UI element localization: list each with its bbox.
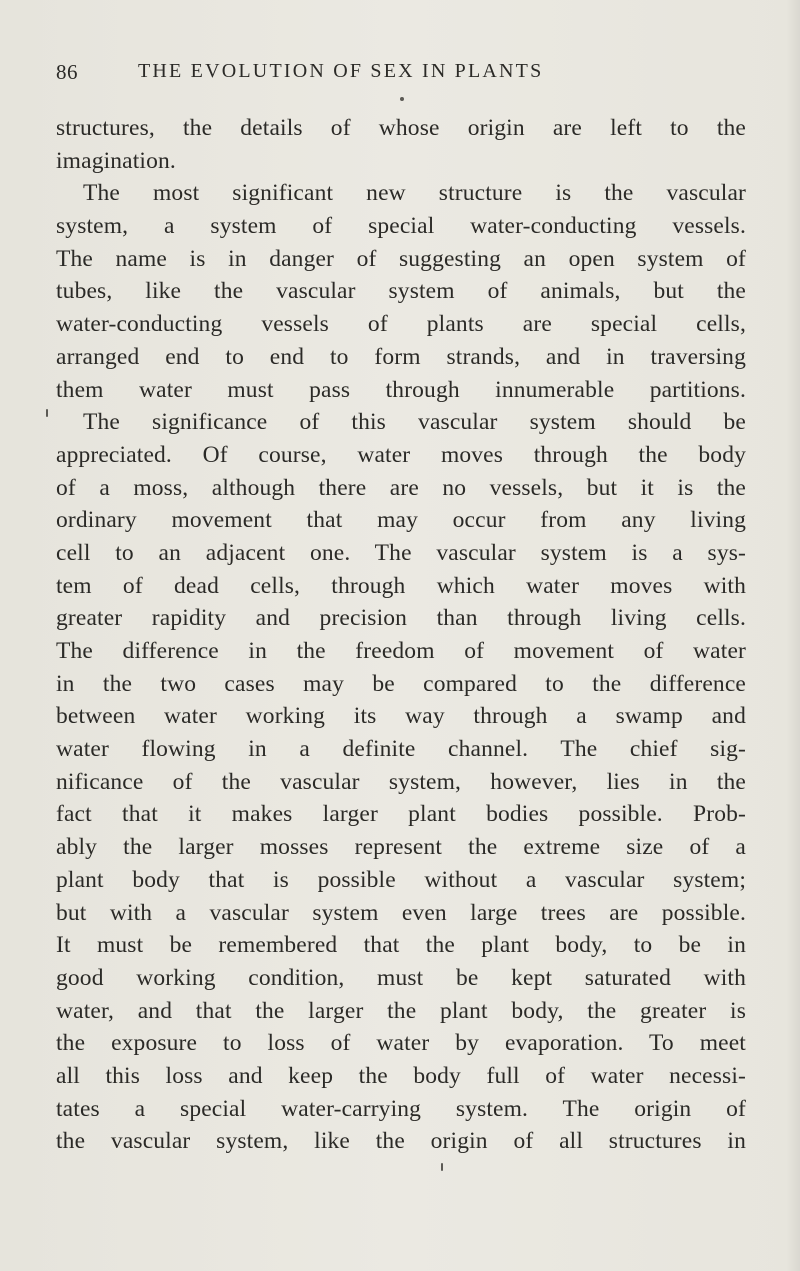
text-line: good working condition, must be kept saturated with [56,964,746,991]
text-line: water flowing in a definite channel. The chief sig- [56,736,746,763]
text-line: nificance of the vascular system, however, lies in the [56,768,746,795]
text-line: between water working its way through a swamp and [56,703,746,730]
text-line: ably the larger mosses represent the extreme size of a [56,834,746,861]
text-line: water-conducting vessels of plants are special cells, [56,311,746,338]
text-line: all this loss and keep the body full of water necessi- [56,1062,746,1089]
text-line: structures, the details of whose origin are left to the [56,115,746,141]
text-line: arranged end to end to form strands, and in traversing [56,343,746,370]
text-line: ordinary movement that may occur from any living [56,507,746,534]
text-line: tubes, like the vascular system of animals, but the [56,278,746,305]
text-line: plant body that is possible without a vascular system; [56,866,746,893]
running-title: THE EVOLUTION OF SEX IN PLANTS [138,60,544,82]
text-line: water, and that the larger the plant body, the greater is [56,997,746,1024]
page-number: 86 [56,60,78,84]
page-edge-shadow [786,0,800,1271]
text-line: in the two cases may be compared to the difference [56,670,746,697]
text-line: tem of dead cells, through which water moves with [56,572,746,599]
text-line: tates a special water-carrying system. The origin of [56,1095,746,1122]
text-line: The most significant new structure is the vascular [83,180,746,207]
print-speck [441,1163,443,1171]
running-head [56,60,744,90]
text-line: It must be remembered that the plant body, to be in [56,932,746,959]
text-line: cell to an adjacent one. The vascular system is a sys- [56,539,746,566]
text-line: them water must pass through innumerable partitions. [56,376,746,403]
text-line: greater rapidity and precision than through living cells. [56,605,746,632]
text-line: the exposure to loss of water by evaporation. To meet [56,1030,746,1057]
body-text [56,112,746,1158]
text-line: system, a system of special water-conducting vessels. [56,213,746,240]
print-speck [400,97,404,101]
print-speck [46,409,48,417]
text-line: The significance of this vascular system should be [83,409,746,436]
text-line: appreciated. Of course, water moves through the body [56,441,746,468]
text-line: The difference in the freedom of movement of water [56,638,746,664]
text-line: fact that it makes larger plant bodies possible. Prob- [56,801,746,828]
text-line: of a moss, although there are no vessels, but it is the [56,474,746,501]
text-line: The name is in danger of suggesting an open system of [56,245,746,272]
text-line: the vascular system, like the origin of all structures in [56,1128,746,1155]
text-line: imagination. [56,147,176,174]
text-line: but with a vascular system even large trees are possible. [56,899,746,926]
